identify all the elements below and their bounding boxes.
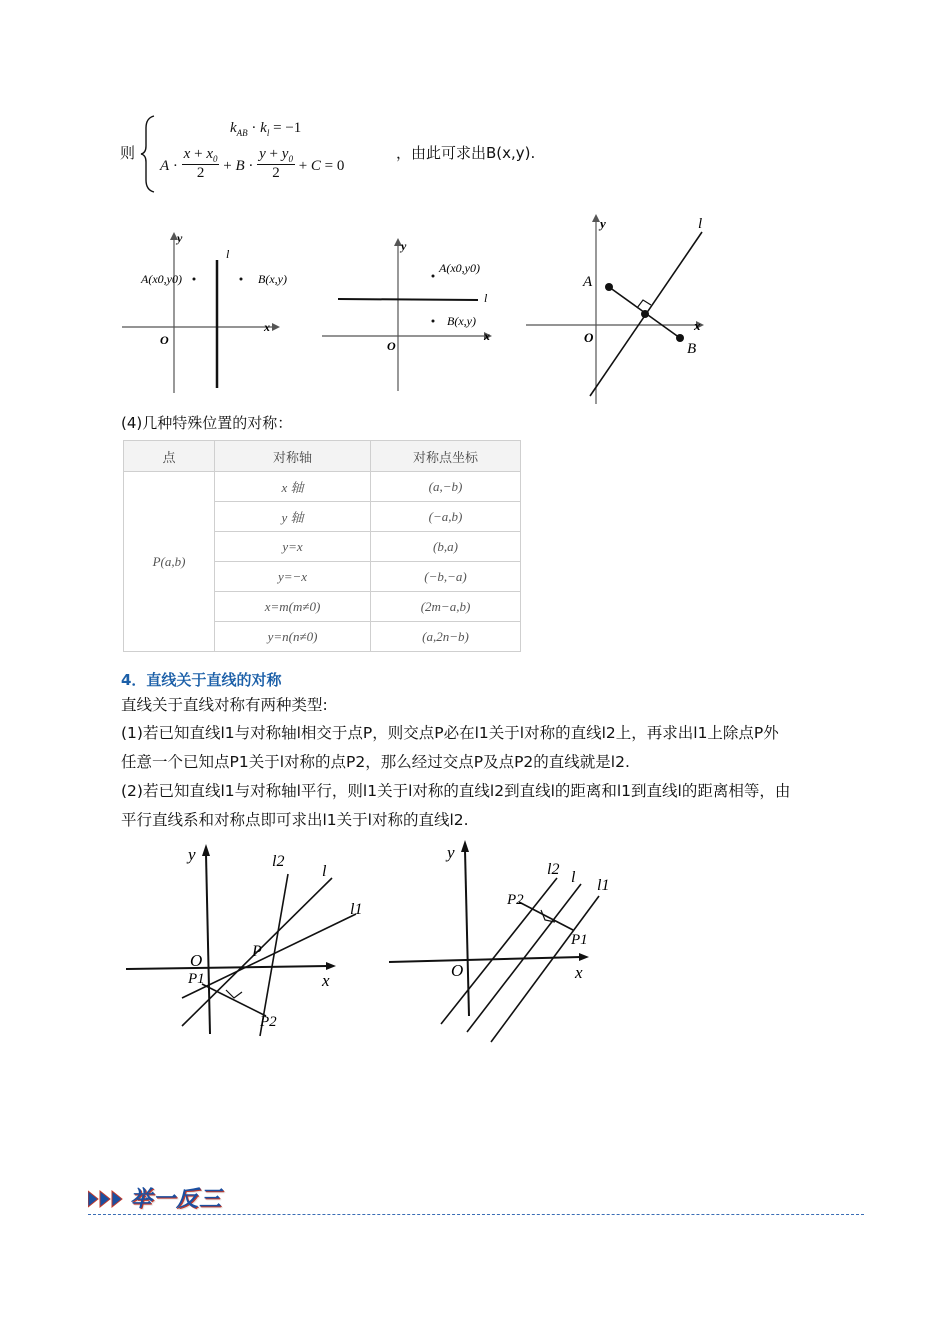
point-b-label: B(x,y)	[258, 272, 287, 286]
formula-suffix: ，由此可求出B(x,y).	[396, 144, 536, 162]
formula-line1: $k_{AB} \cdot k_l = -1$	[230, 120, 302, 138]
table-coord-cell: (−a,b)	[371, 502, 521, 532]
point-b-label: B(x,y)	[447, 314, 476, 328]
point-p-label: P	[252, 943, 262, 960]
triple-arrow-icon	[88, 1189, 128, 1209]
table-axis-cell: y=x	[215, 532, 371, 562]
table-header: 点	[124, 441, 215, 472]
case1-line2: 任意一个已知点P1关于l对称的点P2，那么经过交点P及点P2的直线就是l2.	[121, 753, 630, 771]
formula-line2: A · $\frac{x + x_0}{2}$ + B · $\frac{y + y_0}{2}$ + C = 0	[160, 146, 345, 181]
line-l2-label: l2	[547, 861, 560, 878]
line-l-label: l	[571, 869, 576, 886]
banner-title: 举一反三	[130, 1187, 223, 1212]
axis-y-label: y	[188, 845, 196, 864]
origin-label: O	[190, 951, 203, 970]
point-a-label: A(x0,y0)	[141, 272, 182, 286]
point-a-label: A(x0,y0)	[439, 261, 480, 275]
line-label: l	[226, 247, 230, 261]
line-l1-label: l1	[350, 901, 363, 918]
axis-y-label: y	[600, 216, 606, 231]
figure-parallel-lines	[385, 836, 625, 1046]
table-coord-cell: (a,−b)	[371, 472, 521, 502]
table-axis-cell: x=m(m≠0)	[215, 592, 371, 622]
arrow-icon	[272, 323, 280, 331]
arrow-icon	[461, 840, 469, 852]
table-axis-cell: x 轴	[215, 472, 371, 502]
table-coord-cell: (−b,−a)	[371, 562, 521, 592]
right-angle-icon	[637, 300, 651, 308]
table-header: 对称点坐标	[371, 441, 521, 472]
line-label: l	[698, 216, 703, 232]
point-p2-label: P2	[260, 1014, 277, 1030]
axis-x-label: x	[694, 318, 701, 333]
table-header-row	[124, 441, 521, 472]
figure-vertical-axis-symmetry	[120, 228, 290, 398]
section4-title: (4)几种特殊位置的对称：	[121, 414, 293, 432]
axis-x-label: x	[264, 320, 270, 334]
axis-y-label: y	[447, 843, 455, 862]
point-p1-label: P1	[188, 971, 205, 987]
arrow-icon	[202, 844, 210, 856]
table-point-cell: P(a,b)	[124, 472, 215, 652]
symmetry-table	[123, 440, 521, 652]
arrow-icon	[579, 953, 589, 961]
figure-oblique-axis-symmetry	[524, 208, 724, 408]
line-l2-label: l2	[272, 853, 285, 870]
case1-line1: (1)若已知直线l1与对称轴l相交于点P，则交点P必在l1关于l对称的直线l2上，再求出l1上除点P外	[121, 724, 779, 742]
table-coord-cell: (a,2n−b)	[371, 622, 521, 652]
axis-x-label: x	[484, 329, 490, 343]
practice-banner	[88, 1180, 868, 1220]
line-l-label: l	[322, 863, 327, 880]
point-a-label: A	[583, 274, 593, 290]
line-l1-label: l1	[597, 877, 610, 894]
table-coord-cell: (2m−a,b)	[371, 592, 521, 622]
table-axis-cell: y=n(n≠0)	[215, 622, 371, 652]
intro-text: 直线关于直线对称有两种类型:	[121, 696, 328, 714]
axis-x-label: x	[322, 971, 330, 990]
section-heading: 4．直线关于直线的对称	[121, 671, 282, 689]
line-label: l	[484, 291, 488, 305]
table-axis-cell: y 轴	[215, 502, 371, 532]
table-coord-cell: (b,a)	[371, 532, 521, 562]
axis-x-label: x	[575, 963, 583, 982]
axis-y-label: y	[401, 239, 407, 253]
point-p1-label: P1	[571, 932, 588, 948]
case2-line1: (2)若已知直线l1与对称轴l平行，则l1关于l对称的直线l2到直线l的距离和l1到直线l的距离相等，由	[121, 782, 791, 800]
formula-block	[118, 112, 578, 194]
table-axis-cell: y=−x	[215, 562, 371, 592]
origin-label: O	[584, 330, 594, 345]
arrow-icon	[592, 214, 600, 222]
formula-prefix: 则	[120, 144, 136, 162]
axis-y-label: y	[177, 231, 183, 245]
origin-label: O	[160, 333, 169, 347]
origin-label: O	[387, 339, 396, 353]
origin-label: O	[451, 961, 464, 980]
arrow-icon	[326, 962, 336, 970]
brace-icon	[140, 114, 156, 194]
banner-divider	[88, 1214, 864, 1215]
case2-line2: 平行直线系和对称点即可求出l1关于l对称的直线l2.	[121, 811, 469, 829]
point-p2-label: P2	[507, 892, 524, 908]
figure-horizontal-axis-symmetry	[320, 236, 510, 396]
table-header: 对称轴	[215, 441, 371, 472]
table-row	[124, 472, 521, 502]
figure-intersecting-lines	[122, 840, 372, 1045]
point-b-label: B	[687, 341, 697, 357]
